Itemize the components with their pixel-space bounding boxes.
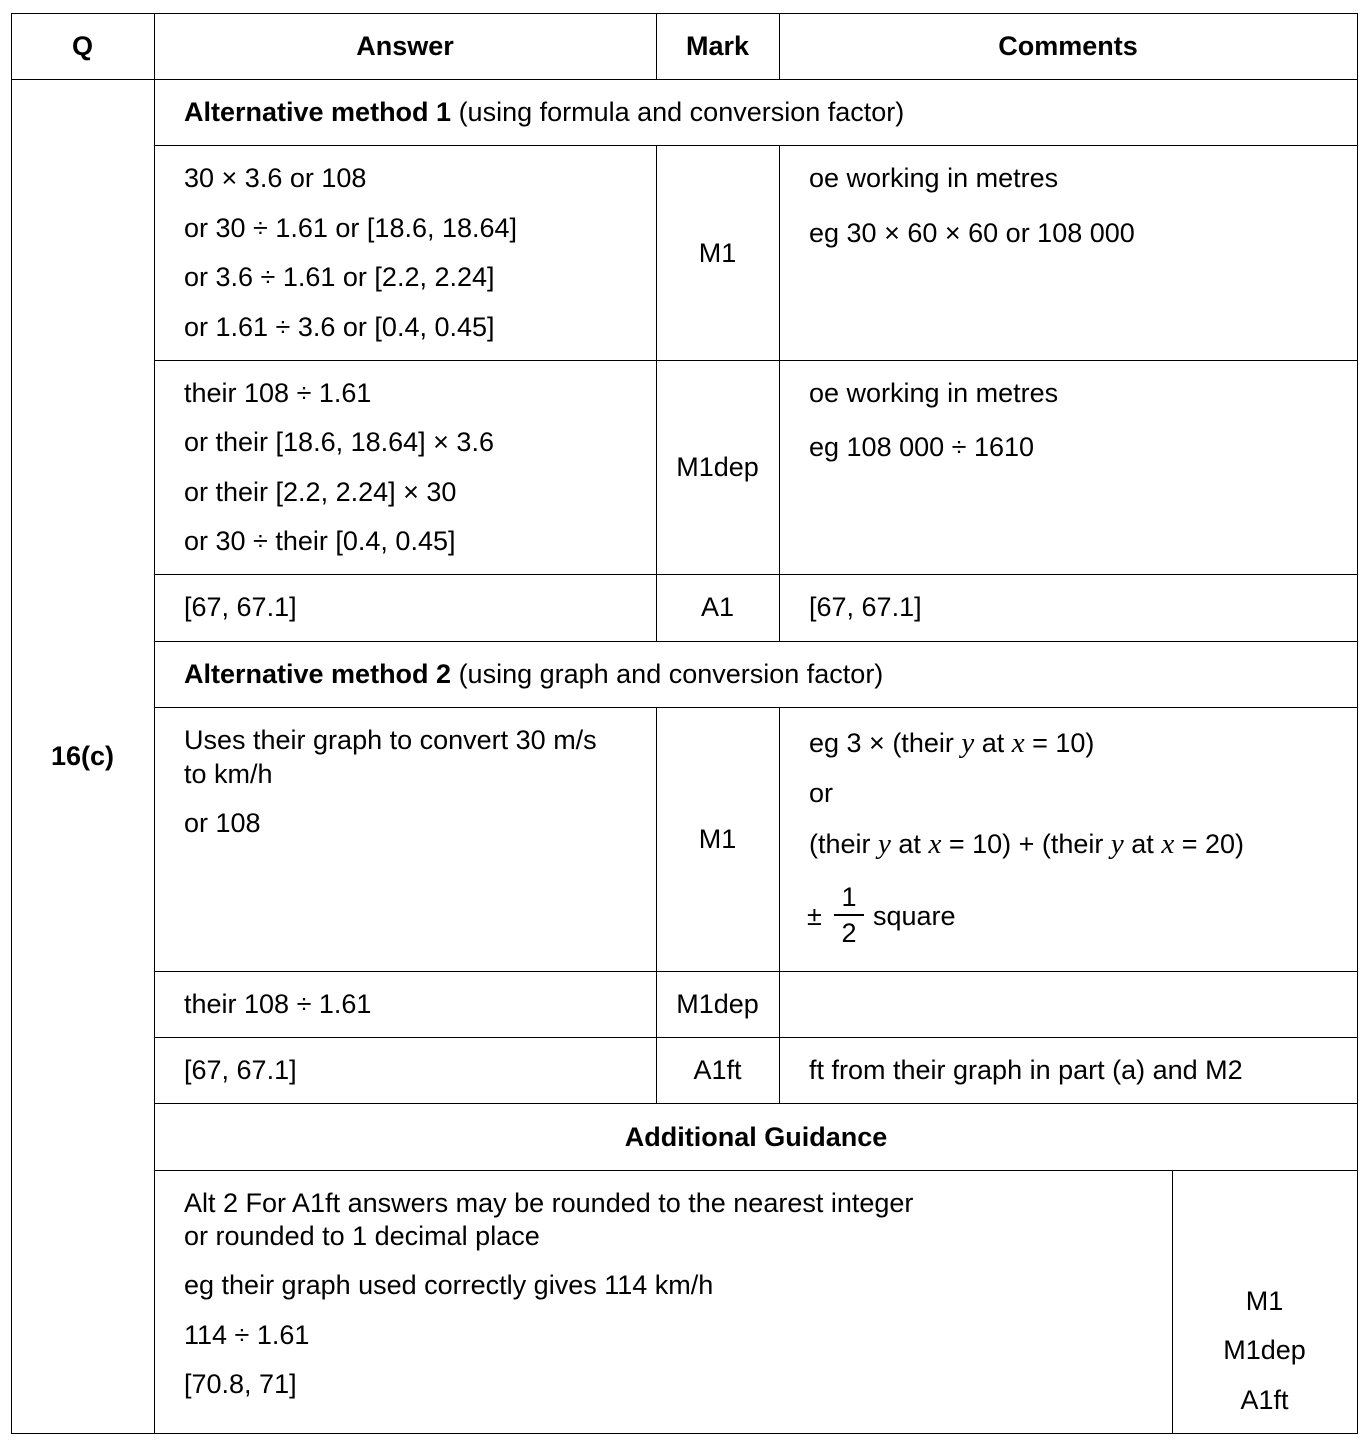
fraction-bar: [834, 914, 864, 916]
alt1-title: [184, 96, 904, 129]
fraction-numerator: 1: [841, 882, 857, 912]
guidance-mark: M1dep: [1223, 1335, 1306, 1365]
alt1-row2-answer-line: or their [2.2, 2.24] × 30: [184, 477, 457, 507]
comment-text: at: [890, 829, 929, 859]
alt1-row3-comment: [67, 67.1]: [809, 592, 922, 622]
alt2-row1-comment-or: or: [809, 778, 834, 808]
alt2-title-bold: Alternative method 2: [184, 659, 452, 689]
variable-y: y: [961, 727, 975, 759]
alt2-row1-answer-line: or 108: [184, 808, 261, 838]
alt2-title: [184, 658, 883, 691]
alt2-row3-comment: ft from their graph in part (a) and M2: [809, 1055, 1243, 1085]
guidance-line: eg their graph used correctly gives 114 km/h: [184, 1270, 714, 1300]
alt1-row2-comment-line: eg 108 000 ÷ 1610: [809, 432, 1035, 462]
guidance-line: [70.8, 71]: [184, 1369, 297, 1399]
guidance-mark: M1: [1245, 1286, 1284, 1316]
guidance-line: Alt 2 For A1ft answers may be rounded to the nearest integer: [184, 1188, 914, 1218]
alt1-row1-mark: M1: [698, 238, 737, 268]
alt1-row1-answer-line: or 3.6 ÷ 1.61 or [2.2, 2.24]: [184, 262, 495, 292]
alt1-row1-answer-line: or 30 ÷ 1.61 or [18.6, 18.64]: [184, 213, 518, 243]
guidance-mark: A1ft: [1240, 1385, 1289, 1415]
square-label: square: [873, 901, 956, 931]
variable-x: x: [928, 828, 942, 860]
alt2-row1-comment-line1: [809, 727, 1094, 760]
alt1-title-bold: Alternative method 1: [184, 97, 452, 127]
alt1-row3-answer: [67, 67.1]: [184, 592, 297, 622]
guidance-title: Additional Guidance: [624, 1122, 888, 1152]
alt2-row2-answer: their 108 ÷ 1.61: [184, 989, 372, 1019]
alt1-title-rest: (using formula and conversion factor): [451, 97, 905, 127]
comment-text: = 20): [1174, 829, 1244, 859]
header-answer: Answer: [356, 31, 454, 61]
variable-y: y: [1110, 828, 1124, 860]
variable-y: y: [878, 828, 891, 860]
guidance-line: or rounded to 1 decimal place: [184, 1221, 540, 1251]
comment-text: at: [974, 728, 1012, 758]
alt1-row1-comment-line: oe working in metres: [809, 163, 1059, 193]
header-mark: Mark: [685, 31, 750, 61]
variable-x: x: [1011, 727, 1025, 759]
one-half-fraction: [834, 882, 864, 948]
fraction-denominator: 2: [841, 918, 857, 948]
alt1-row2-answer-line: their 108 ÷ 1.61: [184, 378, 372, 408]
alt2-row2-mark: M1dep: [676, 989, 759, 1019]
alt1-row2-answer-line: or 30 ÷ their [0.4, 0.45]: [184, 526, 456, 556]
header-q: Q: [71, 31, 93, 61]
comment-text: = 10): [1024, 728, 1095, 758]
alt2-row3-answer: [67, 67.1]: [184, 1055, 297, 1085]
alt2-row1-answer-line: Uses their graph to convert 30 m/s: [184, 725, 597, 755]
alt1-row3-mark: A1: [700, 592, 735, 622]
alt2-row1-answer-line: to km/h: [184, 759, 273, 789]
plus-minus-symbol: ±: [807, 901, 822, 931]
alt1-row2-comment-line: oe working in metres: [809, 378, 1059, 408]
question-id: 16(c): [50, 741, 115, 771]
comment-text: (their: [809, 829, 879, 859]
guidance-line: 114 ÷ 1.61: [184, 1320, 310, 1350]
comment-text: = 10) + (their: [941, 829, 1111, 859]
alt2-row1-mark: M1: [698, 824, 737, 854]
alt1-row2-mark: M1dep: [676, 452, 759, 482]
alt1-row1-answer-line: or 1.61 ÷ 3.6 or [0.4, 0.45]: [184, 312, 495, 342]
alt2-row1-comment-line3: [809, 828, 1244, 861]
alt2-row3-mark: A1ft: [693, 1055, 742, 1085]
alt2-title-rest: (using graph and conversion factor): [451, 659, 884, 689]
comment-text: at: [1123, 829, 1162, 859]
comment-text: eg 3 × (their: [809, 728, 962, 758]
header-comments: Comments: [998, 31, 1138, 61]
variable-x: x: [1161, 828, 1175, 860]
alt1-row1-answer-line: 30 × 3.6 or 108: [184, 163, 367, 193]
alt1-row1-comment-line: eg 30 × 60 × 60 or 108 000: [809, 218, 1135, 248]
alt1-row2-answer-line: or their [18.6, 18.64] × 3.6: [184, 427, 494, 457]
